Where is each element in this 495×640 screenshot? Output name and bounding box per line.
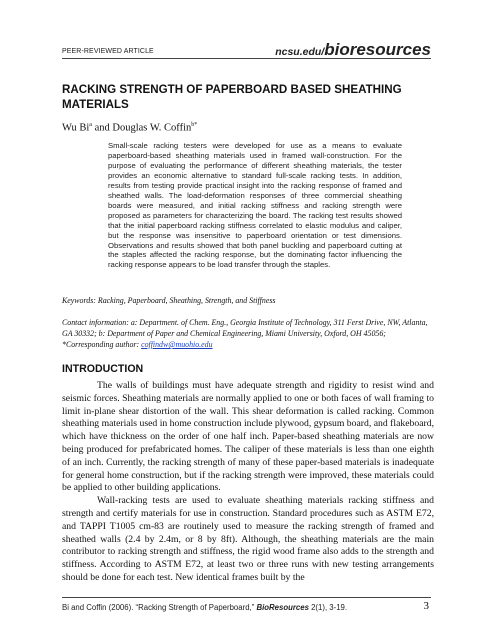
journal-brand[interactable]: bioresources bbox=[324, 40, 431, 59]
citation-text: Bi and Coffin (2006). “Racking Strength of Paperboard,” bbox=[62, 603, 257, 612]
author-line bbox=[62, 122, 197, 134]
peer-reviewed-label: PEER-REVIEWED ARTICLE bbox=[62, 48, 154, 55]
corresponding-email-link[interactable]: coffindw@muohio.edu bbox=[141, 340, 213, 349]
contact-information bbox=[62, 317, 434, 350]
author-conjunction: and bbox=[91, 122, 113, 134]
citation-journal: BioResources bbox=[256, 603, 309, 612]
header-divider bbox=[62, 58, 431, 59]
page-number: 3 bbox=[423, 600, 429, 612]
author-1-affiliation: a bbox=[89, 122, 92, 128]
paragraph: The walls of buildings must have adequate strength and rigidity to resist wind and seismic forces. Sheathing materials are normally applied to one or both faces of wall framing to limit in-plane shear distortion of the wall. This shear deformation is called racking. Common sheathing materials used in home construction include plywood, gypsum board, and flakeboard, which have thickness on the order of one half inch. Paper-based sheathing materials are now being produced for prefabricated homes. The caliper of these materials is less than one eighth of an inch. Currently, the racking strength of many of these paper-based materials is inadequate for general home construction, but if the racking strength were improved, these materials could be applied to other building applications. bbox=[62, 380, 434, 494]
author-1: Wu Bi bbox=[62, 122, 90, 134]
introduction-body bbox=[62, 380, 434, 585]
article-title: RACKING STRENGTH OF PAPERBOARD BASED SHEATHING MATERIALS bbox=[62, 83, 402, 111]
citation-volume: 2(1), 3-19. bbox=[308, 603, 348, 612]
abstract: Small-scale racking testers were developed for use as a means to evaluate paperboard-based sheathing materials used in framed wall-construction. For the purpose of evaluating the performance of different sheathing materials, the tester provides an economic alternative to standard full-scale racking tests. In addition, results from testing provide practical insight into the racking response of framed and sheathed walls. The load-deformation responses of three commercial sheathing boards were measured, and initial racking stiffness and racking strength were proposed as parameters for characterizing the board. The racking test results showed that the initial paperboard racking stiffness correlated to elastic modulus and caliper, but the response was insensitive to paperboard orientation or test dimensions. Observations and results showed that both panel buckling and paperboard cutting at the staples affected the racking response, but the dominating factor influencing the racking response appears to be load transfer through the staples. bbox=[108, 141, 402, 270]
keywords: Keywords: Racking, Paperboard, Sheathing, Strength, and Stiffness bbox=[62, 296, 276, 305]
journal-site[interactable]: ncsu.edu/ bbox=[275, 46, 325, 58]
footer-citation bbox=[62, 603, 347, 612]
paragraph: Wall-racking tests are used to evaluate sheathing materials racking stiffness and strength and certify materials for use in construction. Standard procedures such as ASTM E72, and TAPPI T1005 cm-83 are routinely used to measure the racking strength of framed and sheathed walls (2.4 by 2.4m, or 8 by 8ft). Although, the sheathing materials are the main contributor to racking strength and stiffness, the rigid wood frame also adds to the strength and stiffness. According to ASTM E72, at least two or three runs with new testing arrangements should be done for each test. New identical frames built by the bbox=[62, 495, 434, 583]
author-2: Douglas W. Coffin bbox=[112, 122, 192, 134]
footer-divider bbox=[62, 597, 431, 598]
journal-header[interactable] bbox=[275, 40, 431, 60]
author-2-affiliation: b* bbox=[191, 122, 198, 128]
section-heading-introduction: INTRODUCTION bbox=[62, 363, 144, 375]
contact-text: Contact information: a: Department. of Chem. Eng., Georgia Institute of Technology, 311 Ferst Drive, NW, Atlanta, GA 30332; b: Department of Paper and Chemical Engineering, Miami University, Oxford, OH 45056; *Corresponding author: bbox=[62, 318, 428, 349]
